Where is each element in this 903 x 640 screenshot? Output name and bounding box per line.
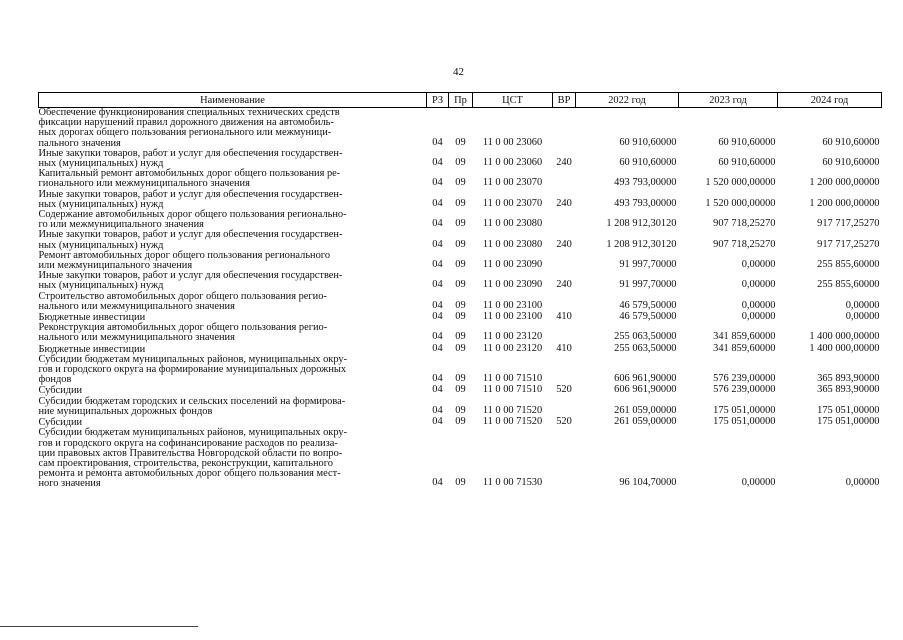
col-header-2024: 2024 год (778, 93, 882, 108)
row-name (39, 169, 427, 189)
table-row (39, 108, 882, 149)
row-pr: 09 (455, 384, 466, 396)
row-name-line: ных (муниципальных) нужд (38, 198, 164, 210)
row-name-line: Субсидии (38, 417, 83, 429)
row-name-line: нального или межмуниципального значения (38, 332, 235, 344)
row-2022: 261 059,00000 (614, 416, 677, 428)
row-name-line: ного значения (38, 478, 101, 490)
row-cst: 11 0 00 23100 (482, 311, 543, 323)
row-2023: 0,00000 (741, 311, 776, 323)
col-header-cst: ЦСТ (473, 93, 553, 108)
row-rz: 04 (432, 311, 443, 323)
row-2024: 60 910,60000 (822, 136, 880, 148)
row-cst: 11 0 00 23080 (482, 238, 543, 250)
row-name (39, 292, 427, 312)
row-pr: 09 (455, 177, 466, 189)
row-2022: 46 579,50000 (619, 311, 677, 323)
table-row (39, 271, 882, 291)
row-pr: 09 (455, 157, 466, 169)
row-cst: 11 0 00 23120 (482, 331, 543, 343)
row-name-line: ных (муниципальных) нужд (38, 280, 164, 292)
col-header-name: Наименование (39, 93, 427, 108)
row-cst: 11 0 00 23090 (482, 279, 543, 291)
row-pr: 09 (455, 311, 466, 323)
col-header-vr: ВР (553, 93, 576, 108)
row-vr (553, 169, 576, 189)
row-pr: 09 (455, 331, 466, 343)
row-2024: 365 893,90000 (817, 384, 880, 396)
row-2024: 917 717,25270 (817, 218, 880, 230)
row-2023: 576 239,00000 (713, 373, 776, 385)
row-pr: 09 (455, 136, 466, 148)
row-name (39, 397, 427, 417)
row-name-line: ремонта и ремонта автомобильных дорог общего пользования мест- (38, 468, 341, 480)
row-name (39, 108, 427, 149)
row-2023: 341 859,60000 (713, 331, 776, 343)
row-pr: 09 (455, 416, 466, 428)
row-2023: 0,00000 (741, 279, 776, 291)
row-name (39, 190, 427, 210)
row-2024: 0,00000 (845, 311, 880, 323)
row-name-line: ных дорогах общего пользования регионального или межмуници- (38, 127, 332, 139)
table-header-row (39, 93, 882, 108)
row-vr (553, 108, 576, 149)
row-rz: 04 (432, 373, 443, 385)
row-2024: 0,00000 (845, 477, 880, 489)
row-rz: 04 (432, 404, 443, 416)
row-rz: 04 (432, 259, 443, 271)
row-rz: 04 (432, 136, 443, 148)
row-cst: 11 0 00 23060 (482, 157, 543, 169)
row-cst: 11 0 00 23060 (482, 136, 543, 148)
row-2022: 1 208 912,30120 (606, 238, 677, 250)
row-name-line: гов и городского округа на софинансирование расходов по реализа- (38, 437, 338, 449)
row-name-line: Иные закупки товаров, работ и услуг для обеспечения государствен- (38, 188, 343, 200)
row-2023: 60 910,60000 (718, 157, 776, 169)
table-row (39, 355, 882, 386)
row-name-line: нального или межмуниципального значения (38, 300, 235, 312)
row-name (39, 251, 427, 271)
row-2023: 341 859,60000 (713, 342, 776, 354)
row-2023: 1 520 000,00000 (705, 177, 776, 189)
row-2024: 0,00000 (845, 299, 880, 311)
row-cst: 11 0 00 71520 (482, 416, 543, 428)
row-vr: 520 (556, 416, 572, 428)
row-vr (553, 292, 576, 312)
row-2024: 175 051,00000 (817, 404, 880, 416)
row-2022: 261 059,00000 (614, 404, 677, 416)
row-name-line: Капитальный ремонт автомобильных дорог общего пользования ре- (38, 168, 341, 180)
row-rz: 04 (432, 197, 443, 209)
row-2024: 917 717,25270 (817, 238, 880, 250)
row-cst: 11 0 00 23100 (482, 299, 543, 311)
row-name-line: го или межмуниципального значения (38, 219, 204, 231)
col-header-rz: РЗ (427, 93, 449, 108)
row-name-line: Иные закупки товаров, работ и услуг для обеспечения государствен- (38, 270, 343, 282)
row-vr (553, 355, 576, 386)
row-2022: 91 997,70000 (619, 259, 677, 271)
col-header-pr: Пр (449, 93, 473, 108)
row-2022: 493 793,00000 (614, 177, 677, 189)
row-cst: 11 0 00 71530 (482, 477, 543, 489)
row-name-line: Реконструкция автомобильных дорог общего пользования регио- (38, 322, 328, 334)
table-row (39, 251, 882, 271)
table-row (39, 169, 882, 189)
row-2024: 255 855,60000 (817, 259, 880, 271)
table-row (39, 190, 882, 210)
row-cst: 11 0 00 23070 (482, 177, 543, 189)
row-name (39, 355, 427, 386)
row-2022: 60 910,60000 (619, 157, 677, 169)
row-name-line: фиксации нарушений правил дорожного движения на автомобиль- (38, 117, 334, 129)
row-rz: 04 (432, 331, 443, 343)
row-2023: 60 910,60000 (718, 136, 776, 148)
row-name-line: пального значения (38, 137, 121, 149)
footnote-divider (0, 626, 198, 627)
row-2023: 907 718,25270 (713, 238, 776, 250)
row-rz: 04 (432, 342, 443, 354)
row-name-line: Строительство автомобильных дорог общего пользования регио- (38, 290, 327, 302)
row-name (39, 230, 427, 250)
row-2022: 60 910,60000 (619, 136, 677, 148)
row-vr (553, 251, 576, 271)
row-2024: 365 893,90000 (817, 373, 880, 385)
row-rz: 04 (432, 157, 443, 169)
row-cst: 11 0 00 23090 (482, 259, 543, 271)
row-pr: 09 (455, 238, 466, 250)
row-rz: 04 (432, 384, 443, 396)
table-row (39, 149, 882, 169)
row-2024: 1 200 000,00000 (809, 197, 880, 209)
row-vr (553, 210, 576, 230)
col-header-2023: 2023 год (679, 93, 778, 108)
row-rz: 04 (432, 279, 443, 291)
row-2023: 1 520 000,00000 (705, 197, 776, 209)
table-row (39, 210, 882, 230)
row-name (39, 323, 427, 343)
row-rz: 04 (432, 177, 443, 189)
row-pr: 09 (455, 218, 466, 230)
col-header-2022: 2022 год (576, 93, 679, 108)
row-vr: 240 (556, 157, 572, 169)
row-2022: 493 793,00000 (614, 197, 677, 209)
row-name-line: гов и городского округа на формирование муниципальных дорожных (38, 364, 347, 376)
row-name (39, 428, 427, 489)
row-vr: 410 (556, 311, 572, 323)
row-2024: 1 200 000,00000 (809, 177, 880, 189)
row-2022: 606 961,90000 (614, 384, 677, 396)
row-name (39, 271, 427, 291)
row-name-line: Субсидии бюджетам муниципальных районов, муниципальных окру- (38, 427, 348, 439)
row-2022: 1 208 912,30120 (606, 218, 677, 230)
table-row (39, 230, 882, 250)
table-row (39, 397, 882, 417)
table-row (39, 292, 882, 312)
row-name-line: ных (муниципальных) нужд (38, 239, 164, 251)
row-vr (553, 428, 576, 489)
row-cst: 11 0 00 71510 (482, 373, 543, 385)
row-pr: 09 (455, 279, 466, 291)
row-name-line: Иные закупки товаров, работ и услуг для обеспечения государствен- (38, 229, 343, 241)
row-vr (553, 397, 576, 417)
row-name-line: фондов (38, 374, 72, 386)
table-row (39, 323, 882, 343)
row-pr: 09 (455, 197, 466, 209)
row-2022: 255 063,50000 (614, 342, 677, 354)
row-vr: 240 (556, 279, 572, 291)
row-pr: 09 (455, 477, 466, 489)
row-name-line: или межмуниципального значения (38, 260, 193, 272)
row-name-line: Субсидии (38, 385, 83, 397)
row-2023: 0,00000 (741, 477, 776, 489)
row-name-line: Ремонт автомобильных дорог общего пользования регионального (38, 249, 331, 261)
row-2024: 1 400 000,00000 (809, 331, 880, 343)
row-name-line: ных (муниципальных) нужд (38, 158, 164, 170)
row-2023: 576 239,00000 (713, 384, 776, 396)
row-vr (553, 323, 576, 343)
row-2024: 1 400 000,00000 (809, 342, 880, 354)
row-name-line: Иные закупки товаров, работ и услуг для обеспечения государствен- (38, 147, 343, 159)
page-number: 42 (453, 66, 464, 78)
row-2022: 46 579,50000 (619, 299, 677, 311)
row-rz: 04 (432, 238, 443, 250)
row-name-line: Обеспечение функционирования специальных технических средств (38, 107, 340, 118)
row-rz: 04 (432, 218, 443, 230)
row-2022: 96 104,70000 (619, 477, 677, 489)
row-rz: 04 (432, 299, 443, 311)
row-name-line: Бюджетные инвестиции (38, 312, 146, 324)
table-row (39, 428, 882, 489)
row-vr: 520 (556, 384, 572, 396)
row-name-line: сам проектирования, строительства, реконструкции, капитального (38, 457, 333, 469)
row-vr: 240 (556, 197, 572, 209)
row-name-line: Субсидии бюджетам муниципальных районов, муниципальных окру- (38, 353, 348, 365)
row-cst: 11 0 00 71520 (482, 404, 543, 416)
row-cst: 11 0 00 23120 (482, 342, 543, 354)
row-2023: 175 051,00000 (713, 404, 776, 416)
row-cst: 11 0 00 23080 (482, 218, 543, 230)
row-pr: 09 (455, 342, 466, 354)
row-vr: 410 (556, 342, 572, 354)
row-name-line: Субсидии бюджетам городских и сельских поселений на формирова- (38, 395, 346, 407)
budget-table (38, 92, 882, 490)
row-name-line: Содержание автомобильных дорог общего пользования регионально- (38, 209, 347, 221)
row-2023: 175 051,00000 (713, 416, 776, 428)
row-2024: 60 910,60000 (822, 157, 880, 169)
row-name (39, 210, 427, 230)
row-name-line: Бюджетные инвестиции (38, 343, 146, 355)
row-2022: 255 063,50000 (614, 331, 677, 343)
row-pr: 09 (455, 373, 466, 385)
row-2023: 0,00000 (741, 299, 776, 311)
row-pr: 09 (455, 299, 466, 311)
row-pr: 09 (455, 259, 466, 271)
row-pr: 09 (455, 404, 466, 416)
row-cst: 11 0 00 23070 (482, 197, 543, 209)
row-rz: 04 (432, 416, 443, 428)
row-2024: 255 855,60000 (817, 279, 880, 291)
row-name-line: ние муниципальных дорожных фондов (38, 405, 213, 417)
row-2022: 606 961,90000 (614, 373, 677, 385)
row-2024: 175 051,00000 (817, 416, 880, 428)
row-vr: 240 (556, 238, 572, 250)
row-name-line: гионального или межмуниципального значения (38, 178, 250, 190)
row-rz: 04 (432, 477, 443, 489)
row-name (39, 149, 427, 169)
row-2023: 0,00000 (741, 259, 776, 271)
row-2023: 907 718,25270 (713, 218, 776, 230)
row-name (39, 385, 427, 396)
row-cst: 11 0 00 71510 (482, 384, 543, 396)
table-row (39, 385, 882, 396)
row-2022: 91 997,70000 (619, 279, 677, 291)
row-name-line: ции правовых актов Правительства Новгородской области по вопро- (38, 447, 343, 459)
